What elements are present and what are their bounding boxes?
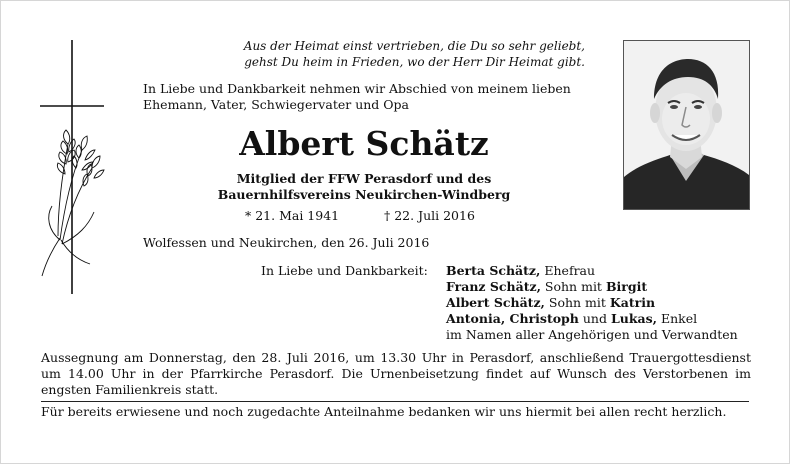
divider-line — [41, 401, 749, 402]
mourner-name: Albert Schätz, — [446, 295, 545, 310]
mourner-relation: Ehefrau — [544, 263, 596, 278]
mourner-entry — [446, 311, 738, 327]
mourner-name: Franz Schätz, — [446, 279, 541, 294]
deceased-name: Albert Schätz — [239, 124, 489, 163]
mourner-relation: und — [582, 311, 607, 326]
motto-line-1: Aus der Heimat einst vertrieben, die Du so sehr geliebt, — [243, 39, 585, 53]
birth-date: * 21. Mai 1941 — [245, 208, 340, 223]
mourner-partner: Katrin — [609, 295, 656, 310]
mourner-name: Antonia, Christoph — [446, 311, 579, 326]
intro-text: In Liebe und Dankbarkeit nehmen wir Abschied von meinem lieben Ehemann, Vater, Schwiegervater und Opa — [143, 81, 571, 112]
mourners-closing: im Namen aller Angehörigen und Verwandten — [446, 327, 738, 342]
death-date: † 22. Juli 2016 — [384, 208, 475, 223]
mourner-relation: Sohn mit — [548, 295, 606, 310]
motto-verse — [195, 38, 585, 70]
mourner-entry — [446, 295, 738, 311]
mourner-entry — [446, 263, 738, 279]
motto-line-2: gehst Du heim in Frieden, wo der Herr Dir Heimat gibt. — [244, 55, 585, 69]
mourner-entry — [446, 279, 738, 295]
mourners-list — [446, 263, 738, 343]
membership-info — [143, 171, 585, 203]
portrait-image — [624, 41, 749, 209]
membership-line-1: Mitglied der FFW Perasdorf und des — [236, 171, 492, 186]
membership-line-2: Bauernhilfsvereins Neukirchen-Windberg — [217, 187, 511, 202]
mourner-suffix: Enkel — [660, 311, 698, 326]
service-info: Aussegnung am Donnerstag, den 28. Juli 2016, um 13.30 Uhr in Perasdorf, anschließend Trauergottesdienst um 14.00 Uhr in der Pfarrkirche Perasdorf. Die Urnenbeisetzung findet auf Wunsch des Verstorbenen im engsten Familienkreis statt. — [41, 350, 751, 397]
thanks-note: Für bereits erwiesene und noch zugedachte Anteilnahme bedanken wir uns hiermit bei allen recht herzlich. — [41, 404, 727, 419]
mourners-label: In Liebe und Dankbarkeit: — [261, 263, 428, 278]
cross-with-wheat-icon — [38, 40, 108, 296]
place-and-date: Wolfessen und Neukirchen, den 26. Juli 2016 — [143, 235, 430, 250]
mourner-partner: Birgit — [605, 279, 648, 294]
mourner-partner: Lukas, — [610, 311, 657, 326]
mourner-name: Berta Schätz, — [446, 263, 541, 278]
mourner-relation: Sohn mit — [544, 279, 602, 294]
portrait-photo — [623, 40, 750, 210]
